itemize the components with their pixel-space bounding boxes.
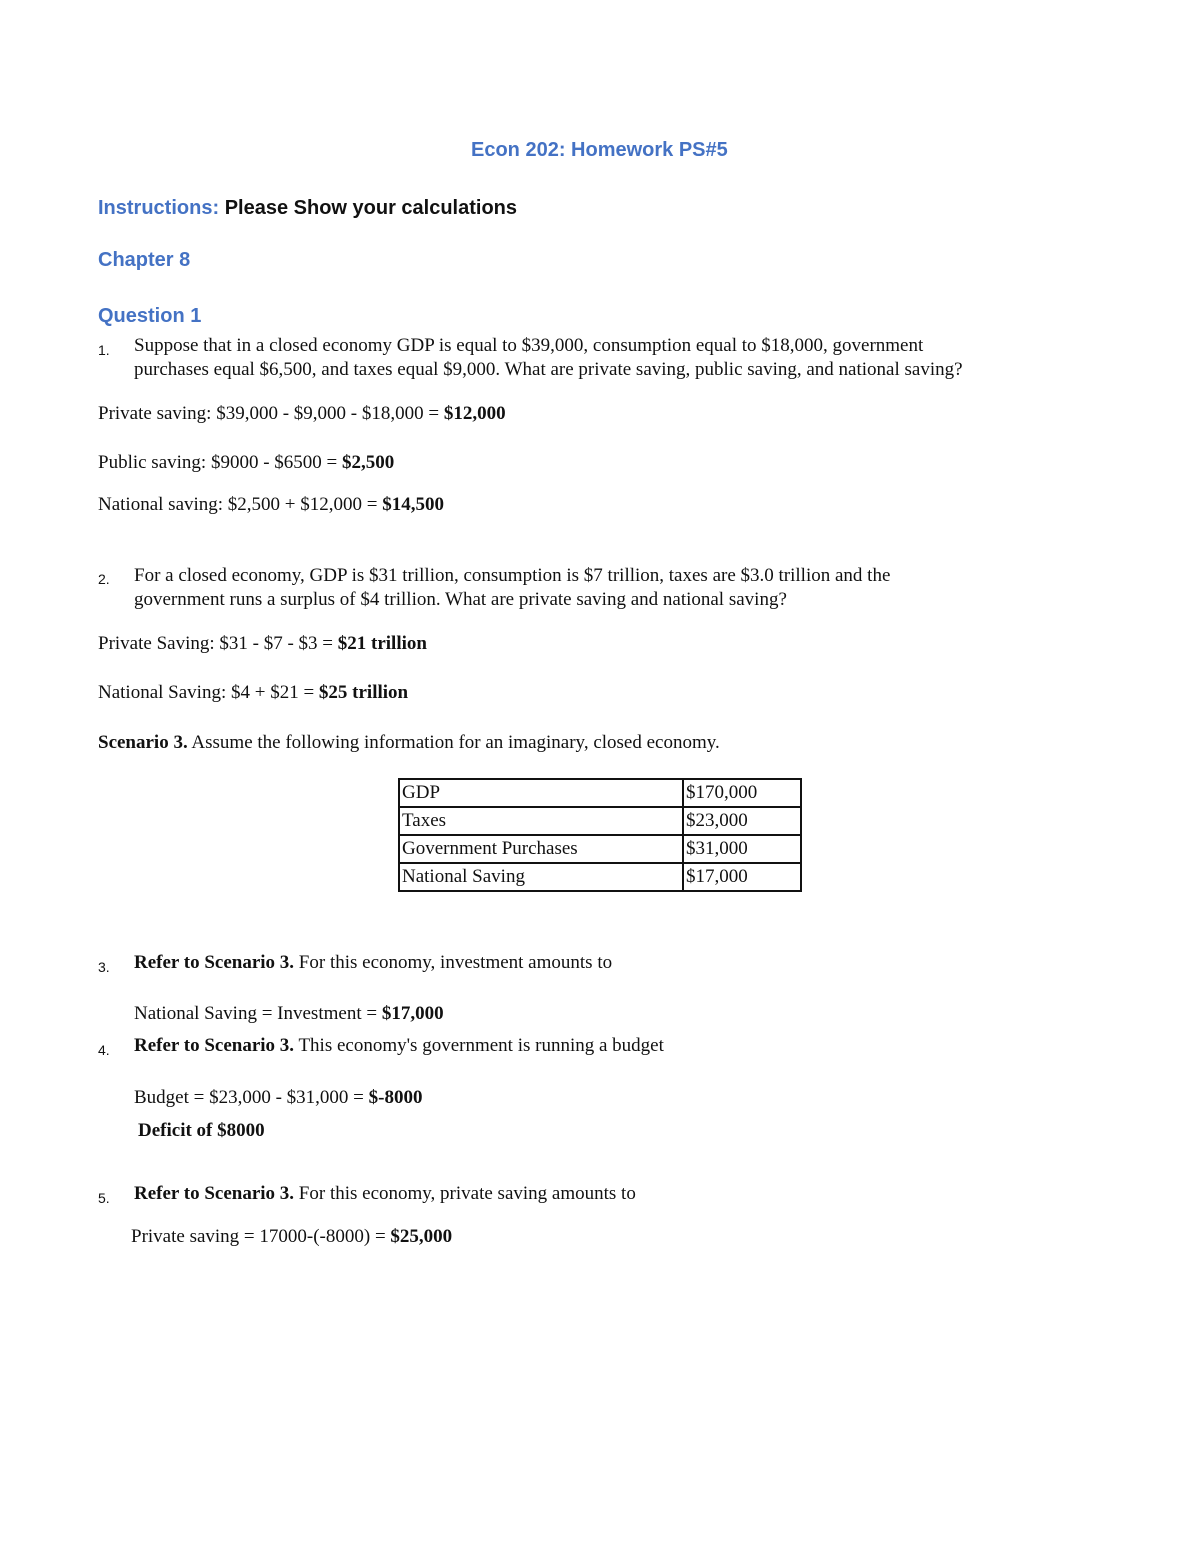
question-heading: Question 1 [98, 305, 202, 327]
q5-question [134, 1183, 636, 1205]
table-cell-value: $23,000 [683, 807, 801, 835]
page-title: Econ 202: Homework PS#5 [471, 139, 728, 161]
table-cell-value: $170,000 [683, 779, 801, 807]
q3-number: 3. [98, 959, 110, 975]
table-row [399, 807, 801, 835]
q5-answer-line [131, 1226, 452, 1248]
q2-national-answer: $25 trillion [318, 682, 409, 703]
q1-private-calc: Private saving: $39,000 - $9,000 - $18,000 = [98, 403, 444, 424]
q5-answer: $25,000 [390, 1226, 453, 1247]
table-row [399, 779, 801, 807]
instructions-text: Please Show your calculations [224, 197, 518, 219]
table-row [399, 863, 801, 891]
scenario-text: Assume the following information for an imaginary, closed economy. [187, 732, 720, 753]
table-cell-label: GDP [399, 779, 683, 807]
q3-answer: $17,000 [381, 1003, 444, 1024]
q3-question [134, 952, 612, 974]
instructions-label: Instructions: [98, 197, 220, 219]
q5-ref: Refer to Scenario 3. [134, 1183, 295, 1204]
q2-number: 2. [98, 571, 110, 587]
q1-national-saving [98, 494, 444, 516]
q2-private-answer: $21 trillion [337, 633, 427, 654]
instructions-line [98, 197, 517, 220]
scenario-intro [98, 732, 720, 754]
q4-number: 4. [98, 1042, 110, 1058]
q1-national-answer: $14,500 [382, 494, 444, 515]
q2-private-saving [98, 633, 427, 655]
q1-national-calc: National saving: $2,500 + $12,000 = [98, 494, 383, 515]
q5-calc: Private saving = 17000-(-8000) = [131, 1226, 391, 1247]
q2-line2: government runs a surplus of $4 trillion. What are private saving and national saving? [134, 589, 787, 610]
q4-question [134, 1035, 664, 1057]
q1-private-saving [98, 403, 506, 425]
q1-public-answer: $2,500 [342, 452, 395, 473]
q4-ref: Refer to Scenario 3. [134, 1035, 295, 1056]
q4-answer: $-8000 [368, 1087, 423, 1108]
q2-private-calc: Private Saving: $31 - $7 - $3 = [98, 633, 338, 654]
table-cell-label: National Saving [399, 863, 683, 891]
scenario-label: Scenario 3. [98, 732, 188, 753]
q3-text: For this economy, investment amounts to [294, 952, 613, 973]
q1-private-answer: $12,000 [443, 403, 506, 424]
q3-calc: National Saving = Investment = [134, 1003, 382, 1024]
q1-public-saving [98, 452, 394, 474]
q4-answer-line [134, 1087, 422, 1109]
q1-public-calc: Public saving: $9000 - $6500 = [98, 452, 342, 473]
q2-line1: For a closed economy, GDP is $31 trillion, consumption is $7 trillion, taxes are $3.0 trillion and the [134, 565, 891, 586]
q4-text: This economy's government is running a budget [294, 1035, 664, 1056]
chapter-heading: Chapter 8 [98, 249, 191, 271]
q1-number: 1. [98, 342, 110, 358]
scenario-table [398, 778, 802, 892]
table-cell-label: Government Purchases [399, 835, 683, 863]
q2-national-calc: National Saving: $4 + $21 = [98, 682, 319, 703]
q5-text: For this economy, private saving amounts to [294, 1183, 636, 1204]
q4-conclusion: Deficit of $8000 [138, 1120, 265, 1141]
table-cell-value: $17,000 [683, 863, 801, 891]
q4-calc: Budget = $23,000 - $31,000 = [134, 1087, 369, 1108]
q5-number: 5. [98, 1190, 110, 1206]
q3-answer-line [134, 1003, 444, 1025]
table-cell-label: Taxes [399, 807, 683, 835]
table-row [399, 835, 801, 863]
q2-national-saving [98, 682, 408, 704]
q1-line1: Suppose that in a closed economy GDP is equal to $39,000, consumption equal to $18,000, government [134, 335, 924, 356]
q3-ref: Refer to Scenario 3. [134, 952, 295, 973]
q1-line2: purchases equal $6,500, and taxes equal $9,000. What are private saving, public saving, and national saving? [134, 359, 963, 380]
table-cell-value: $31,000 [683, 835, 801, 863]
